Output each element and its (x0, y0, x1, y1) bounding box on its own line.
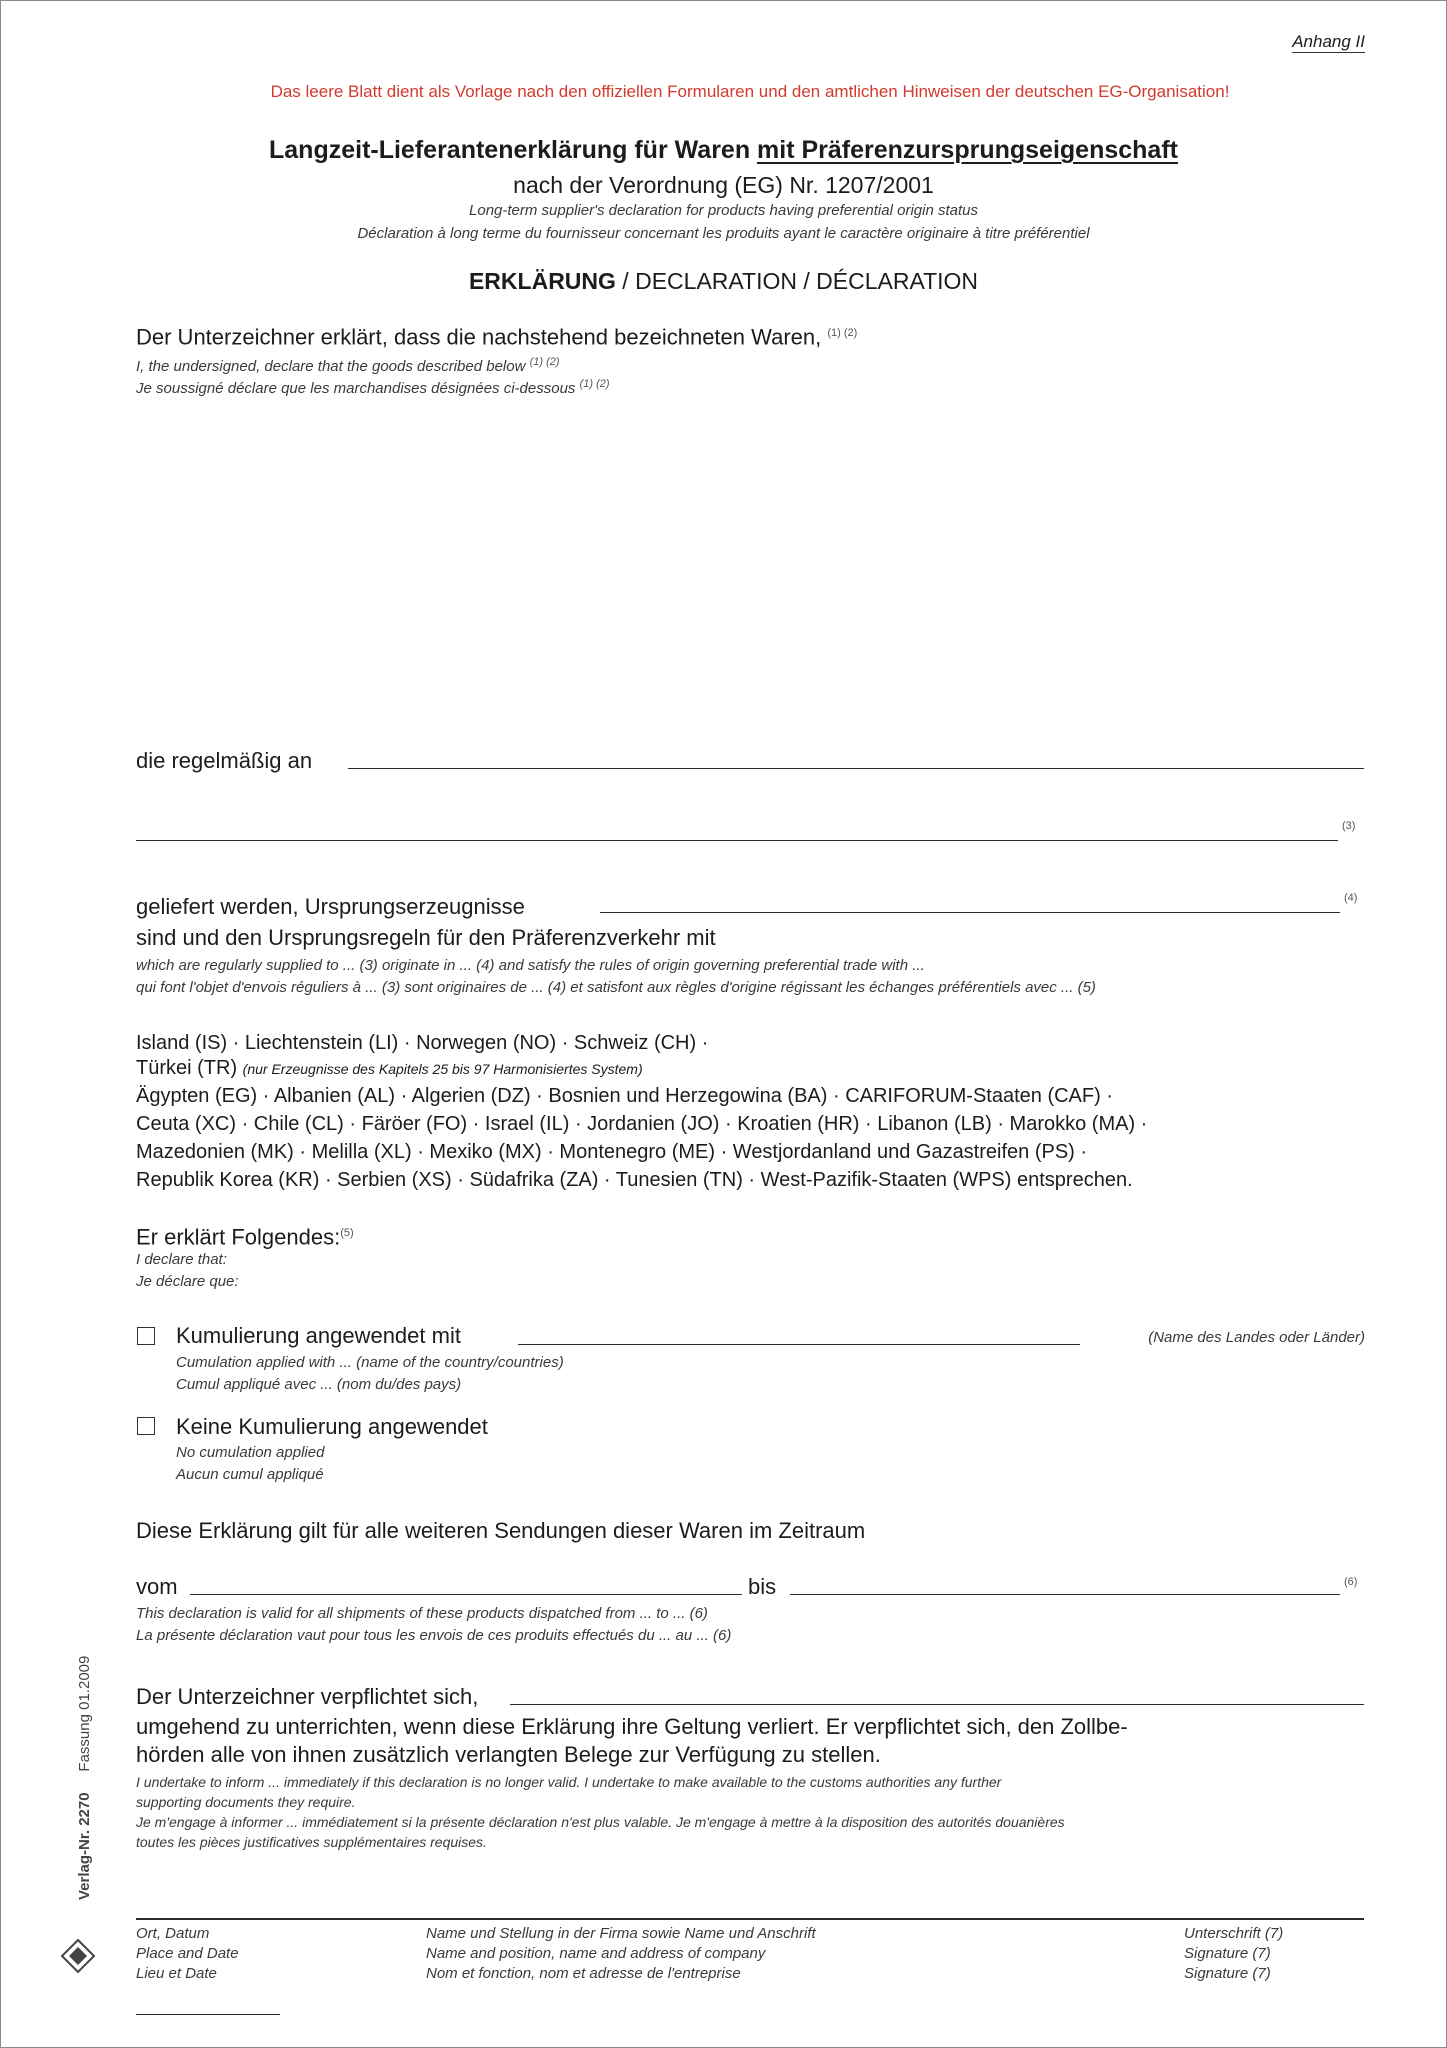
name-position-fr: Nom et fonction, nom et adresse de l'entreprise (426, 1965, 741, 1982)
signature-rule (136, 1918, 1364, 1920)
supply-fr: qui font l'objet d'envois réguliers à ... (3) sont originaires de ... (4) et satisfont aux règles d'origine régissant les échanges préférentiels avec ... (5) (136, 979, 1096, 996)
validity-fr: La présente déclaration vaut pour tous les envois de ces produits effectués du ... au ... (6) (136, 1627, 732, 1644)
validity-de: Diese Erklärung gilt für alle weiteren Sendungen dieser Waren im Zeitraum (136, 1518, 866, 1543)
intro-fr (136, 374, 610, 399)
validity-to-field[interactable] (790, 1594, 1340, 1595)
place-date-de: Ort, Datum (136, 1925, 210, 1942)
cumulation-countries-hint: (Name des Landes oder Länder) (1148, 1329, 1365, 1346)
obligation-fr-2: toutes les pièces justificatives supplémentaires requises. (136, 1834, 487, 1850)
obligation-de-2: umgehend zu unterrichten, wenn diese Erklärung ihre Geltung verliert. Er verpflichtet sich, den Zollbe- (136, 1714, 1128, 1739)
signature-fr: Signature (7) (1184, 1965, 1271, 1982)
validity-from-label: vom (136, 1574, 178, 1599)
publisher-logo-icon (60, 1938, 96, 1974)
no-cumulation-checkbox[interactable] (137, 1417, 155, 1435)
subtitle-en: Long-term supplier's declaration for products having preferential origin status (469, 202, 978, 219)
no-cumulation-fr: Aucun cumul appliqué (176, 1466, 324, 1483)
validity-en: This declaration is valid for all shipments of these products dispatched from ... to ... (6) (136, 1605, 708, 1622)
countries-line-1: Island (IS) · Liechtenstein (LI) · Norwegen (NO) · Schweiz (CH) · (136, 1032, 709, 1054)
intro-fr-footnote: (1) (2) (579, 378, 610, 390)
further-footnote: (5) (340, 1227, 354, 1239)
rules-text: sind und den Ursprungsregeln für den Präferenzverkehr mit (136, 925, 716, 950)
obligation-en-1: I undertake to inform ... immediately if this declaration is no longer valid. I undertake to make available to the customs authorities any further (136, 1774, 1002, 1790)
cumulation-countries-line[interactable] (518, 1344, 1080, 1345)
intro-de-text: Der Unterzeichner erklärt, dass die nachstehend bezeichneten Waren, (136, 324, 822, 350)
short-footer-rule (136, 2014, 280, 2015)
recipient-line-1[interactable] (348, 768, 1364, 769)
recipient-line-2[interactable] (136, 840, 1338, 841)
no-cumulation-en: No cumulation applied (176, 1444, 325, 1461)
countries-line-3: Ägypten (EG) · Albanien (AL) · Algerien (DZ) · Bosnien und Herzegowina (BA) · CARIFORUM-Staaten (CAF) · (136, 1085, 1113, 1107)
turkey: Türkei (TR) (136, 1057, 238, 1079)
cumulation-applied-fr: Cumul appliqué avec ... (nom du/des pays) (176, 1376, 462, 1393)
turkey-note: (nur Erzeugnisse des Kapitels 25 bis 97 Harmonisiertes System) (242, 1061, 643, 1077)
title-plain: Langzeit-Lieferantenerklärung für Waren (269, 136, 751, 164)
signature-de: Unterschrift (7) (1184, 1925, 1284, 1942)
obligation-de-3: hörden alle von ihnen zusätzlich verlangten Belege zur Verfügung zu stellen. (136, 1742, 881, 1767)
obligation-fr-1: Je m'engage à informer ... immédiatement si la présente déclaration n'est plus valable. Je m'engage à mettre à la disposition des autorités douanières (136, 1814, 1065, 1830)
cumulation-applied-label: Kumulierung angewendet mit (176, 1323, 461, 1348)
further-fr: Je déclare que: (136, 1273, 239, 1290)
document-title (0, 136, 1447, 165)
notify-party-line[interactable] (510, 1704, 1364, 1705)
declaration-heading (0, 268, 1447, 295)
title-underlined: mit Präferenzursprungseigenschaft (757, 136, 1178, 164)
validity-footnote: (6) (1344, 1576, 1358, 1588)
declaration-heading-bold: ERKLÄRUNG (468, 268, 616, 294)
countries-line-6: Republik Korea (KR) · Serbien (XS) · Südafrika (ZA) · Tunesien (TN) · West-Pazifik-Staaten (WPS) entsprechen. (136, 1169, 1133, 1191)
form-version: Fassung 01.2009 (76, 1655, 93, 1772)
signature-col-name[interactable] (426, 1924, 816, 1984)
signature-col-place-date[interactable] (136, 1924, 239, 1984)
countries-line-5: Mazedonien (MK) · Melilla (XL) · Mexiko (MX) · Montenegro (ME) · Westjordanland und Gazastreifen (PS) · (136, 1141, 1088, 1163)
regulation: nach der Verordnung (EG) Nr. 1207/2001 (513, 172, 934, 198)
supply-label: die regelmäßig an (136, 748, 313, 773)
cumulation-applied-en: Cumulation applied with ... (name of the country/countries) (176, 1354, 564, 1371)
name-position-de: Name und Stellung in der Firma sowie Name und Anschrift (426, 1925, 816, 1942)
name-position-en: Name and position, name and address of company (426, 1945, 766, 1962)
declaration-heading-rest: / DECLARATION / DÉCLARATION (615, 268, 979, 294)
intro-en-footnote: (1) (2) (529, 356, 560, 368)
countries-line-2 (136, 1055, 643, 1082)
recipient-footnote: (3) (1342, 820, 1356, 832)
signature-col-signature[interactable] (1184, 1924, 1283, 1984)
signature-en: Signature (7) (1184, 1945, 1271, 1962)
obligation-en-2: supporting documents they require. (136, 1794, 356, 1810)
subtitle-fr: Déclaration à long terme du fournisseur concernant les produits ayant le caractère originaire à titre préférentiel (357, 225, 1090, 242)
origin-line[interactable] (600, 912, 1340, 913)
supply-en: which are regularly supplied to ... (3) originate in ... (4) and satisfy the rules of origin governing preferential trade with ... (136, 957, 925, 974)
intro-footnote: (1) (2) (827, 327, 858, 339)
further-de-text: Er erklärt Folgendes: (136, 1224, 341, 1250)
no-cumulation-label: Keine Kumulierung angewendet (176, 1414, 488, 1439)
red-note: Das leere Blatt dient als Vorlage nach den offiziellen Formularen und den amtlichen Hinweisen der deutschen EG-Organisation! (270, 82, 1230, 101)
countries-line-4: Ceuta (XC) · Chile (CL) · Färöer (FO) · Israel (IL) · Jordanien (JO) · Kroatien (HR) · Libanon (LB) · Marokko (MA) · (136, 1113, 1148, 1135)
further-de (136, 1220, 354, 1250)
form-number-vertical (76, 1656, 93, 1900)
annex-label: Anhang II (1292, 32, 1365, 51)
place-date-fr: Lieu et Date (136, 1965, 217, 1982)
intro-fr-text: Je soussigné déclare que les marchandises désignées ci-dessous (136, 380, 576, 397)
goods-description-area[interactable] (136, 405, 1364, 735)
delivered-label: geliefert werden, Ursprungserzeugnisse (136, 894, 525, 919)
intro-en-text: I, the undersigned, declare that the goods described below (136, 358, 526, 375)
obligation-de-1: Der Unterzeichner verpflichtet sich, (136, 1684, 479, 1709)
further-en: I declare that: (136, 1251, 227, 1268)
origin-footnote: (4) (1344, 892, 1358, 904)
form-number: Verlag-Nr. 2270 (76, 1792, 93, 1900)
place-date-en: Place and Date (136, 1945, 239, 1962)
validity-to-label: bis (748, 1574, 777, 1599)
cumulation-applied-checkbox[interactable] (137, 1327, 155, 1345)
validity-from-field[interactable] (190, 1594, 742, 1595)
intro-de (136, 320, 857, 350)
